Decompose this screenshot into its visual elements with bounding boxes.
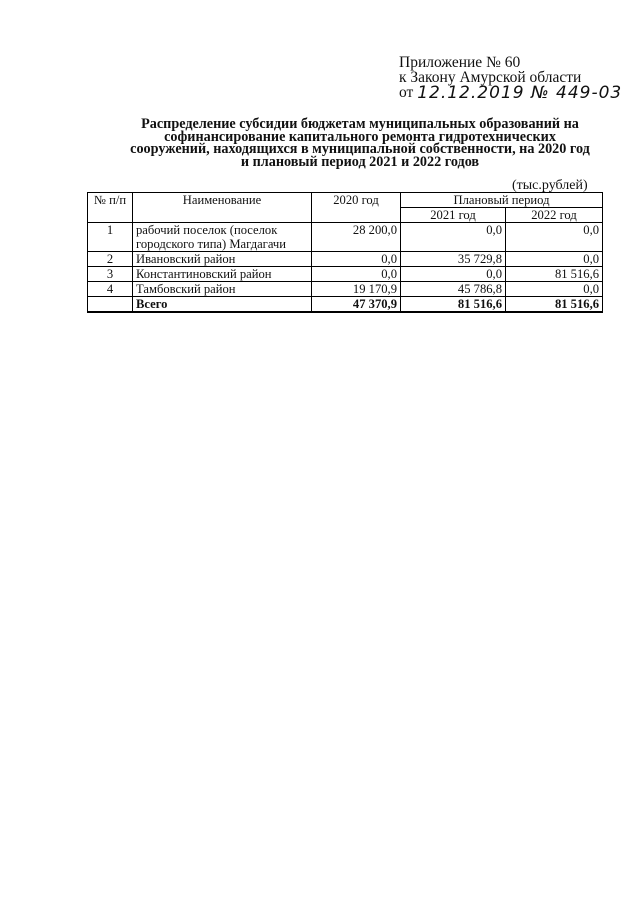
row-2020: 0,0 xyxy=(312,267,401,282)
row-name: рабочий поселок (поселок городского типа) Магдагачи xyxy=(133,223,312,252)
row-number: 3 xyxy=(88,267,133,282)
row-number: 2 xyxy=(88,252,133,267)
row-name: Константиновский район xyxy=(133,267,312,282)
title-line-4: и плановый период 2021 и 2022 годов xyxy=(240,153,480,170)
header-name: Наименование xyxy=(133,193,312,223)
table-row xyxy=(88,267,603,282)
title-line-2: софинансирование капитального ремонта гидротехнических xyxy=(164,128,556,145)
row-2021: 0,0 xyxy=(401,223,506,252)
row-2022: 81 516,6 xyxy=(506,267,603,282)
row-name: Тамбовский район xyxy=(133,282,312,297)
table-row xyxy=(88,252,603,267)
appendix-number: Приложение № 60 xyxy=(399,54,521,71)
row-number: 1 xyxy=(88,223,133,252)
appendix-date-line xyxy=(399,85,622,101)
document-title xyxy=(80,118,640,168)
table-row xyxy=(88,282,603,297)
header-2022: 2022 год xyxy=(506,208,603,223)
row-2021: 0,0 xyxy=(401,267,506,282)
header-planned-period: Плановый период xyxy=(401,193,603,208)
row-2022: 0,0 xyxy=(506,282,603,297)
total-2021: 81 516,6 xyxy=(401,297,506,313)
row-2022: 0,0 xyxy=(506,252,603,267)
header-2020: 2020 год xyxy=(312,193,401,223)
subsidy-table xyxy=(87,192,603,313)
total-number-cell xyxy=(88,297,133,313)
header-2021: 2021 год xyxy=(401,208,506,223)
total-label: Всего xyxy=(133,297,312,313)
row-2020: 28 200,0 xyxy=(312,223,401,252)
title-line-1: Распределение субсидии бюджетам муниципальных образований на xyxy=(141,116,579,132)
row-2020: 19 170,9 xyxy=(312,282,401,297)
total-2022: 81 516,6 xyxy=(506,297,603,313)
units-label: (тыс.рублей) xyxy=(512,178,588,193)
header-number: № п/п xyxy=(88,193,133,223)
appendix-law-reference: к Закону Амурской области xyxy=(399,68,582,86)
total-2020: 47 370,9 xyxy=(312,297,401,313)
row-2021: 45 786,8 xyxy=(401,282,506,297)
row-2020: 0,0 xyxy=(312,252,401,267)
appendix-header xyxy=(399,56,622,101)
table-row xyxy=(88,223,603,252)
handwritten-date-number: 12.12.2019 № 449-03 xyxy=(417,83,623,103)
row-2021: 35 729,8 xyxy=(401,252,506,267)
row-name: Ивановский район xyxy=(133,252,312,267)
row-2022: 0,0 xyxy=(506,223,603,252)
total-row xyxy=(88,297,603,313)
appendix-date-prefix: от xyxy=(399,84,414,101)
title-line-3: сооружений, находящихся в муниципальной собственности, на 2020 год xyxy=(130,141,590,157)
row-number: 4 xyxy=(88,282,133,297)
